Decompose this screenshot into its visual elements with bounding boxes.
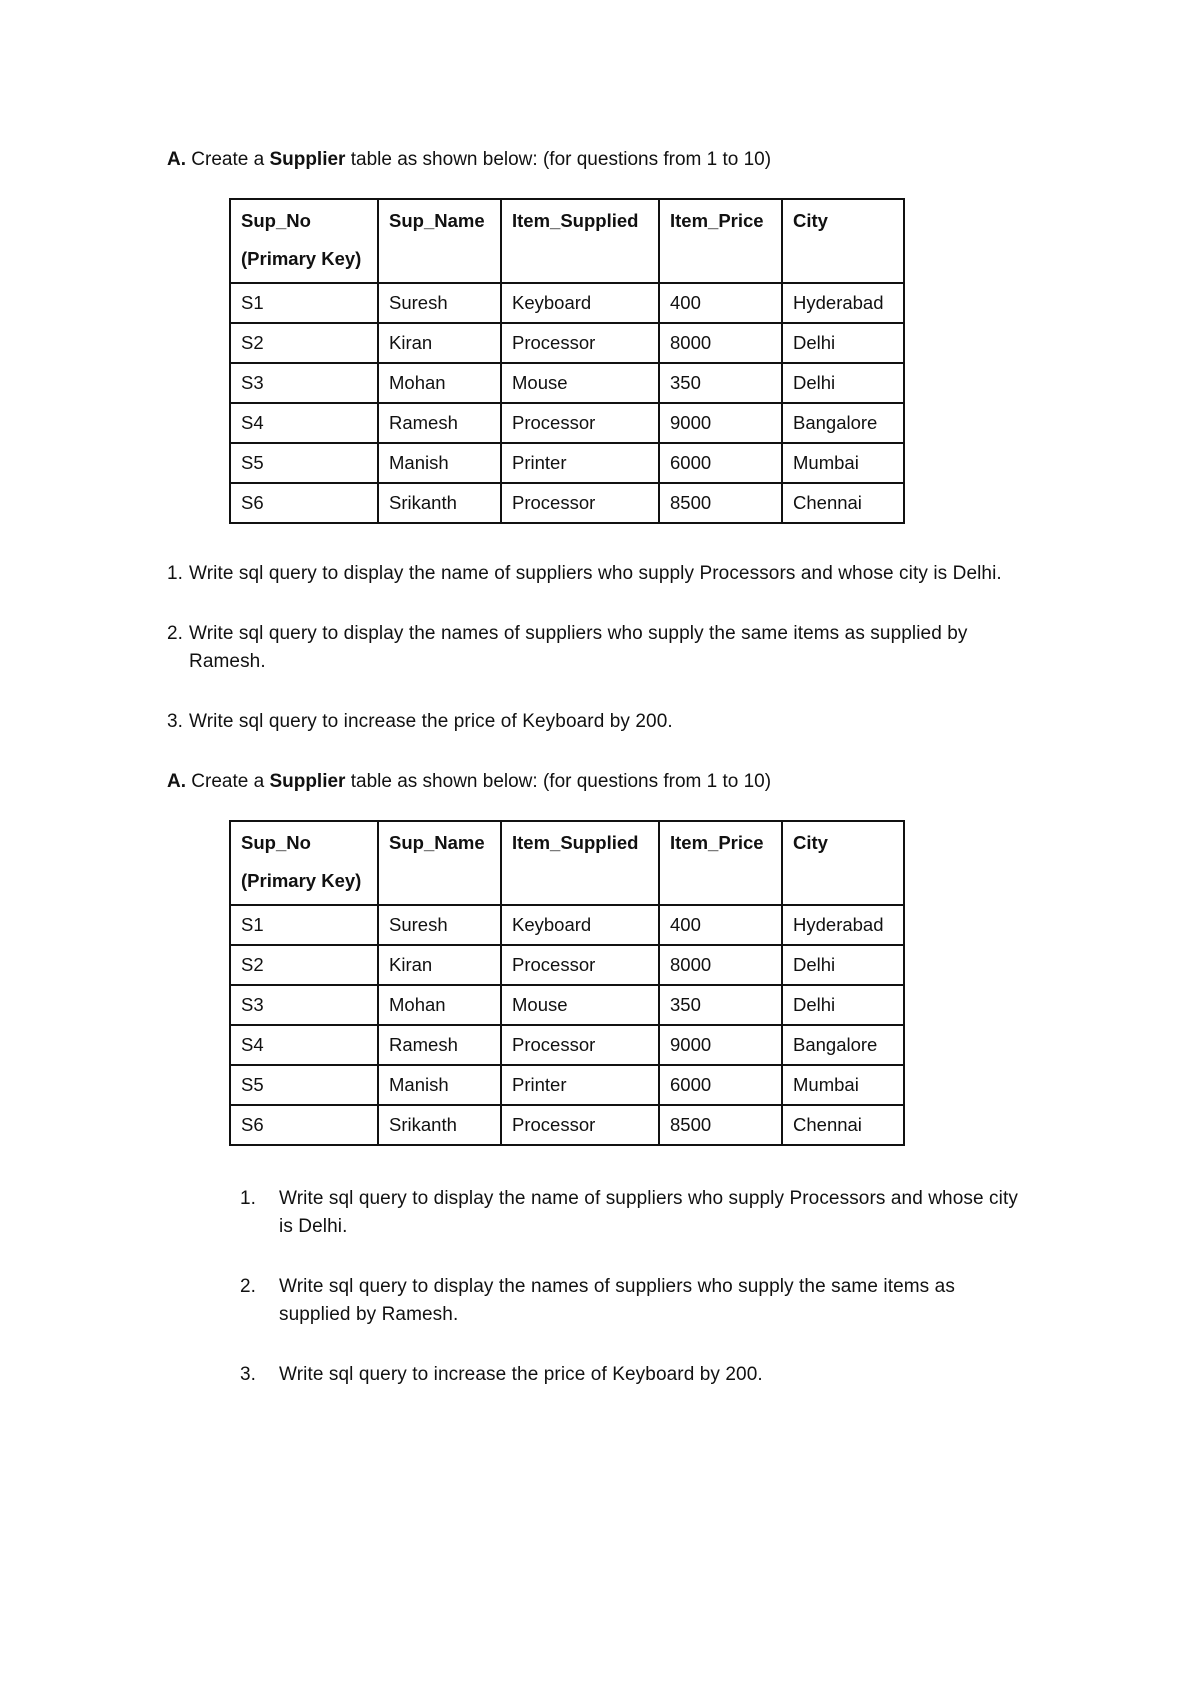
heading-text-after: table as shown below: (for questions from 1 to 10) [350,771,772,792]
question-text-continued: is Delhi. [279,1216,348,1237]
table-cell: 8000 [659,945,782,985]
question-text: Write sql query to increase the price of Keyboard by 200. [279,1364,763,1385]
table-row [230,905,904,945]
question-number: 1. [167,563,184,584]
question-item [167,560,1067,588]
table-header-cell: City [782,821,904,905]
table-cell: S1 [230,905,378,945]
question-text: Write sql query to display the names of suppliers who supply the same items as [279,1276,955,1297]
table-cell: Delhi [782,945,904,985]
table-header-cell: Item_Supplied [501,821,659,905]
table-row [230,283,904,323]
table-cell: S6 [230,1105,378,1145]
section-heading [167,768,771,796]
table-cell: Delhi [782,985,904,1025]
table-cell: S2 [230,945,378,985]
table-header-cell: Sup_No (Primary Key) [230,821,378,905]
table-cell: Delhi [782,363,904,403]
table-cell: 8500 [659,1105,782,1145]
question-item [240,1185,1080,1241]
table-header-cell: Sup_Name [378,199,501,283]
table-cell: Chennai [782,483,904,523]
table-row [230,403,904,443]
table-header-cell: Sup_Name [378,821,501,905]
table-cell: S1 [230,283,378,323]
table-cell: 9000 [659,1025,782,1065]
table-cell: Suresh [378,905,501,945]
table-cell: S3 [230,985,378,1025]
table-cell: Processor [501,1025,659,1065]
table-cell: S2 [230,323,378,363]
table-cell: Mohan [378,363,501,403]
table-cell: 400 [659,905,782,945]
supplier-table [229,820,905,1146]
heading-prefix: A. [167,771,186,792]
table-row [230,1105,904,1145]
question-text-continued: supplied by Ramesh. [279,1304,459,1325]
table-cell: Bangalore [782,403,904,443]
question-item [167,620,1067,676]
table-row [230,1065,904,1105]
table-header-cell: Item_Supplied [501,199,659,283]
question-text: Write sql query to display the name of suppliers who supply Processors and whose city [279,1188,1018,1209]
table-row [230,1025,904,1065]
heading-bold-word: Supplier [269,771,346,792]
table-cell: Mohan [378,985,501,1025]
table-cell: Processor [501,403,659,443]
table-cell: Processor [501,945,659,985]
table-row [230,985,904,1025]
section-heading [167,146,771,174]
question-item [240,1361,1080,1389]
table-header-cell: Item_Price [659,199,782,283]
question-number: 2. [240,1276,257,1297]
table-cell: Mumbai [782,1065,904,1105]
table-header-cell: Sup_No (Primary Key) [230,199,378,283]
heading-text-after: table as shown below: (for questions from 1 to 10) [350,149,772,170]
table-cell: S3 [230,363,378,403]
table-cell: Processor [501,483,659,523]
table-cell: Printer [501,443,659,483]
table-cell: Manish [378,443,501,483]
table-cell: Bangalore [782,1025,904,1065]
question-number: 2. [167,623,184,644]
question-text: Write sql query to display the names of suppliers who supply the same items as supplied by [189,623,968,644]
heading-text-before: Create a [191,149,265,170]
table-cell: Printer [501,1065,659,1105]
table-row [230,443,904,483]
question-text: Write sql query to display the name of suppliers who supply Processors and whose city is Delhi. [189,563,1002,584]
table-cell: Keyboard [501,905,659,945]
heading-text-before: Create a [191,771,265,792]
question-number: 3. [167,711,184,732]
supplier-table [229,198,905,524]
table-row [230,323,904,363]
table-cell: Mouse [501,363,659,403]
question-item [167,708,1067,736]
table-cell: Srikanth [378,483,501,523]
table-cell: Processor [501,323,659,363]
table-cell: 350 [659,985,782,1025]
table-cell: Mouse [501,985,659,1025]
table-cell: Processor [501,1105,659,1145]
table-cell: Srikanth [378,1105,501,1145]
table-row [230,945,904,985]
table-cell: S5 [230,443,378,483]
table-header-cell: Item_Price [659,821,782,905]
table-header-cell: City [782,199,904,283]
question-number: 3. [240,1364,257,1385]
table-cell: 9000 [659,403,782,443]
table-cell: Ramesh [378,403,501,443]
table-cell: 6000 [659,443,782,483]
table-cell: Hyderabad [782,905,904,945]
table-cell: Manish [378,1065,501,1105]
question-number: 1. [240,1188,257,1209]
table-cell: S6 [230,483,378,523]
question-text: Write sql query to increase the price of Keyboard by 200. [189,711,673,732]
table-cell: Hyderabad [782,283,904,323]
table-cell: S4 [230,1025,378,1065]
table-cell: Mumbai [782,443,904,483]
table-cell: Keyboard [501,283,659,323]
table-row [230,483,904,523]
table-header-row [230,821,904,905]
table-cell: S4 [230,403,378,443]
table-cell: Kiran [378,945,501,985]
table-cell: Ramesh [378,1025,501,1065]
table-cell: Delhi [782,323,904,363]
table-cell: 8000 [659,323,782,363]
heading-prefix: A. [167,149,186,170]
table-header-row [230,199,904,283]
table-cell: 400 [659,283,782,323]
table-cell: S5 [230,1065,378,1105]
table-cell: 8500 [659,483,782,523]
table-cell: 350 [659,363,782,403]
table-cell: 6000 [659,1065,782,1105]
table-cell: Chennai [782,1105,904,1145]
question-item [240,1273,1080,1329]
table-cell: Kiran [378,323,501,363]
heading-bold-word: Supplier [269,149,346,170]
question-text-continued: Ramesh. [189,651,266,672]
table-cell: Suresh [378,283,501,323]
table-row [230,363,904,403]
